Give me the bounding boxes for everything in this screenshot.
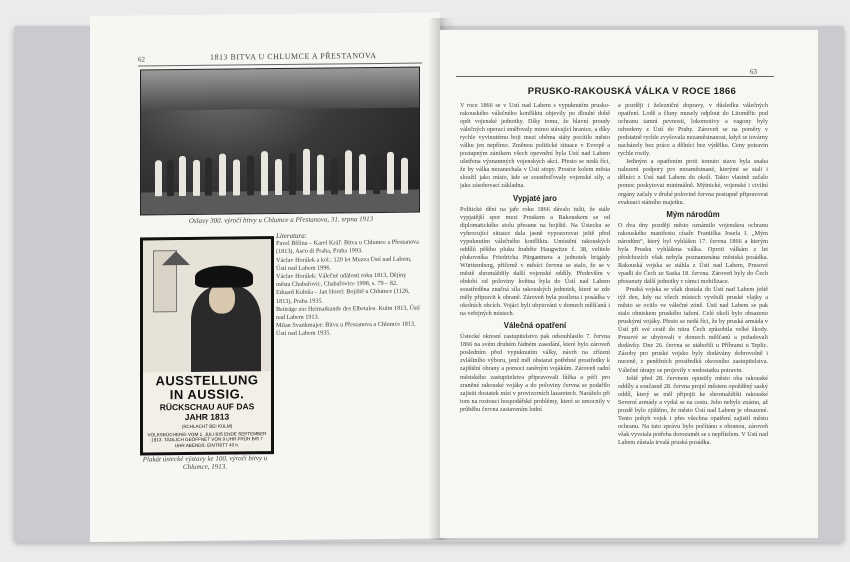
literature-item: Eduard Kubiša – Jan Horel: Bojiště u Chlumce (1126, 1813), Praha 1935.	[276, 288, 410, 305]
photo-figure	[261, 151, 268, 195]
poster-caption: Plakát ústecké výstavy ke 100. výročí bitvy u Chlumce, 1913.	[142, 454, 268, 472]
text-column-1	[460, 102, 610, 518]
photo-figure	[155, 160, 162, 196]
literature-item: Beiträge zur Heimatkunde des Elbetales. Kulm 1813, Ústí nad Labem 1913.	[276, 304, 420, 322]
historic-photo	[140, 67, 420, 216]
church-tower-illustration	[153, 250, 177, 312]
photo-figure	[167, 160, 174, 196]
napoleon-face-illustration	[209, 283, 235, 313]
section-heading-mym-narodum: Mým národům	[666, 209, 720, 219]
photo-figure	[359, 154, 366, 194]
literature-item: Pavel Bělina – Karel Kráľ: Bitva u Chlumce a Přestanova (1813), Asco di Praha, Praha 1993.	[276, 238, 419, 256]
photo-figure	[247, 155, 254, 195]
poster-line-4b: (SCHLACHT BEI KULM)	[181, 423, 233, 430]
poster-artwork	[143, 239, 271, 372]
poster-text	[143, 373, 271, 449]
photo-figure	[373, 156, 380, 194]
chapter-title: PRUSKO-RAKOUSKÁ VÁLKA V ROCE 1866	[527, 86, 737, 97]
poster-line-2: IN AUSSIG.	[169, 386, 245, 403]
section-heading-valecna-opatreni: Válečná opatření	[503, 321, 567, 331]
section-heading-vypjate-jaro: Vypjaté jaro	[513, 193, 557, 203]
photo-caption: Oslavy 300. výročí bitvy u Chlumce a Přestanova, 31. srpna 1913	[188, 215, 374, 225]
photo-figure	[275, 159, 282, 195]
body-paragraph: Politické dění na jaře roku 1866 dávalo tušit, že stále vypjatější spor mezi Pruskem a Rakouskem se od diplomatického stolu přesune na bojiště. Na Ústecku se vyhrocující situace dala jasně vypozorovat ještě před vypuknutím válečného konfliktu. Umístění rakouských oddílů pěšího pluku hraběte Haugwitze č. 38, velitele plukovníka Friedricha Pürgantnera a jednotek brigády Württemberg, přičemž v měsíci červnu se stalo, že se v městě shromáždily další vojenské oddíly. Především v období od poloviny května byla do Ústí nad Labem soustředěna značná síla rakouských jednotek, které se zde měly připravit k obraně. Zároveň byla posílena i posádka v okolních obcích. Vojáci byli ubytováni v domech měšťanů i na veřejných místech.	[460, 205, 610, 318]
photo-trees	[141, 68, 419, 111]
poster-small-print: VOLKSBÜCHEREI VOM 1. JULI BIS ENDE SEPTEMBER 1913. TÄGLICH GEÖFFNET VON 9 UHR FRÜH BIS 7 UHR ABENDS. EINTRITT 40 h.	[147, 430, 267, 448]
body-paragraph: Pruská vojska se však dostala do Ústí nad Labem ještě týž den, kdy na všech místech vyvěsili pruské vlajky a město se ocitlo ve válečné zóně. Ústí nad Labem se pak stalo ohniskem pruského tažení. Celé okolí bylo obsazeno pruskými vojáky. Přesto se nedá říci, že by pruská armáda v Ústí při své cestě do nitra Čech způsobila velké škody. Prusové se ubytovali v domech měšťanů a požadovali dodávky. Dne 26. června se utábořili u Příbrami u Teplic. Zásoby pro pruské vojsko byly dodávány dobrovolně i nuceně, z peněžních prostředků okresního zastupitelstva. Válečné útrapy se projevily v nedostatku potravin.	[618, 286, 768, 374]
poster-line-1: AUSSTELLUNG	[155, 372, 259, 389]
photo-figure	[345, 150, 352, 194]
photo-figure	[317, 155, 324, 195]
exhibition-poster	[140, 236, 274, 455]
literature-item: Milan Svankmajer: Bitva u Přestanova a Chlumce 1813, Ústí nad Labem 1935.	[276, 320, 416, 338]
intro-paragraph: V roce 1866 se v Ústí nad Labem s vypuknutím prusko-rakouského válečného konfliktu objevily po dlouhé době opět vojenské jednotky. Díky tomu, že hlavní proudy válečných operací směřovaly mimo stávající hranice, a díky rychle vyvinutému boji mezi oběma státy pocítilo město válku jen nepřímo. Změnou politické situace v Evropě a postupným zánikem všech opevnění byla Ústí nad Labem ušetřena významných vojenských akcí. Přesto se nedá říci, že by válka nezanechala v Ústí stopy. Prostor kolem města sloužil jako místo, kde se soustřeďovaly vojenské síly, a jako zásobovací základna.	[460, 102, 610, 190]
literature-item: Václav Horálek a kol.: 120 let Muzea Ústí nad Labem, Ústí nad Labem 1996.	[276, 255, 412, 272]
left-page-number: 62	[138, 55, 145, 64]
body-paragraph: Ještě před 28. červnem opustily město oba rakouské oddíly a současně 28. června projel městem opožděný saský oddíl, který se měl připojit ke shromaždišti rakouské Severní armády a vydal se na cestu. Jeho nebylo známo, až pozdě bylo zjištěno, že město Ústí nad Labem je obsazené. Tento pohyb vojsk i přes všechna opatření zajistil městu ochranu. Na tuto zprávu bylo počítáno s obranou, zároveň však vyvstala potřeba dorozumět se s nepřítelem. V Ústí nad Labem zůstala trvalá pruská posádka.	[618, 374, 768, 446]
right-head-rule	[456, 76, 774, 77]
photo-figure	[233, 159, 240, 195]
literature-heading: Literatura:	[276, 231, 308, 241]
photo-figure	[303, 149, 310, 195]
photo-figure	[401, 158, 408, 194]
photo-figure	[193, 160, 200, 196]
right-page-number: 63	[750, 68, 757, 76]
body-paragraph: a později i železniční dopravy, v důsledku válečných opatření. Lodě a čluny musely odplout do Litoměřic pod ochranu tamní pevnosti, lokomotivy a vagony byly odvedeny z Ústí do Prahy. Zároveň se na poměry v podstatně rychle zvyšovala nezaměstnanost, když se továrny nacházely bez práce a dělníci bez výdělku. Ceny potravin rychle rostly.	[618, 102, 768, 158]
photo-figure	[331, 158, 338, 194]
left-head-rule	[138, 63, 422, 67]
photo-figure	[387, 152, 394, 194]
left-running-head: 1813 BITVA U CHLUMCE A PŘESTANOVA	[210, 50, 377, 62]
poster-line-4: JAHR 1813	[184, 411, 230, 423]
body-paragraph: Jediným a opatřením proti tomuto stavu byla snaha nalezení podpory pro nezaměstnané, kterými se stali i dělníci z Ústí nad Labem do okolí. Takto vlastně začalo pomoc poskytovat minimálně. Mýtnické, vojenské i civilní orgány začaly v druhé polovině června postupně připravovat evakuaci státního majetku.	[618, 158, 768, 206]
bicorne-hat-illustration	[195, 265, 253, 288]
body-paragraph: Ústecké okresní zastupitelstvo pak odsouhlasilo 7. června 1866 na svém druhém řádném zasedání, které bylo zároveň posledním před vypuknutím války, návrh na zřízení zvláštního výboru, jenž měl obstarat potřebné prostředky k zajištění obrany a pomoci raněným vojákům. Zároveň radní městského zastupitelstva připravovali lůžka a péči pro zraněné rakouské vojáky a do poloviny června se podařilo zajistit dostatek míst v provizorních lazaretech. Naráželo při tom na rostoucí hospodářské problémy, které se umocnily v průběhu června zastavením lodní	[460, 333, 610, 413]
poster-line-3: RÜCKSCHAU AUF DAS	[159, 401, 255, 413]
literature-list	[276, 231, 422, 339]
body-paragraph: O dva dny později město oznámilo vojenskou ochranu rakouského manifestu císaře Františka Josefa I. „Mým národům“, který byl vyhlášen 17. června 1866 a kterým byla Prusku vyhlášena válka. Oproti válkám z let předchozích však nebyla poznamenána městská posádka. Rakouská vojska se stáhla z Ústí nad Labem, Prusové vpadli do Čech ze Saska 18. června. Zároveň byly do Čech přesunuty další jednotky v rámci mobilizace.	[618, 221, 768, 285]
left-page	[90, 12, 440, 542]
photo-figure	[179, 156, 186, 196]
photo-figure	[289, 153, 296, 195]
right-page	[440, 30, 818, 538]
literature-item: Václav Horálek: Válečné události roku 1813, Dějiny města Chabařovic, Chabařovice 1998, s. 79 – 82.	[276, 271, 407, 289]
photo-figure	[205, 158, 212, 196]
text-column-2	[618, 102, 768, 518]
photo-figure	[219, 154, 226, 196]
